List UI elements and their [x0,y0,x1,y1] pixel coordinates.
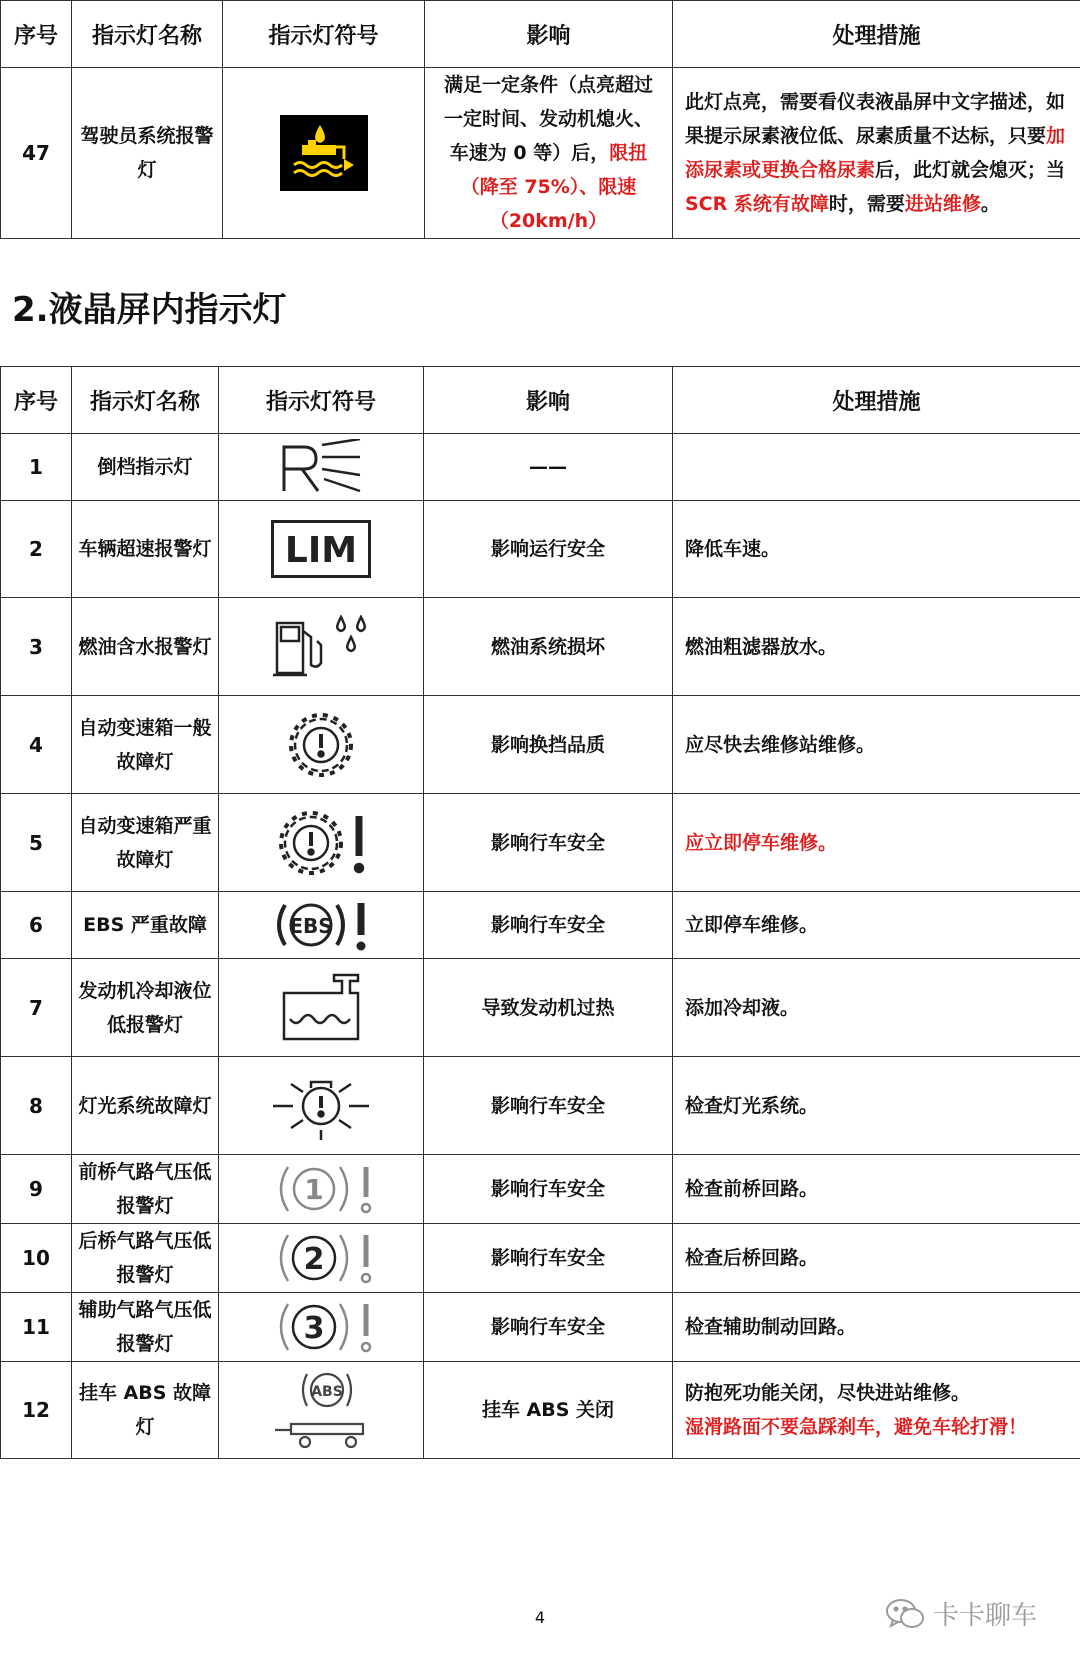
row-effect: 影响运行安全 [424,501,673,598]
effect-text-red: 限扭（降至 75%）、限速（20km/h） [460,142,648,232]
trailer-abs-icon [271,1368,371,1452]
header-num: 序号 [1,367,72,434]
row-name: 辅助气路气压低报警灯 [72,1293,219,1362]
row-num: 9 [1,1155,72,1224]
row-effect: 挂车 ABS 关闭 [424,1362,673,1459]
page-number: 4 [534,1608,546,1627]
row-name: 倒档指示灯 [72,434,219,501]
row-num: 3 [1,598,72,696]
watermark [885,1595,1037,1632]
table-header-row [1,367,1080,434]
row-symbol [223,68,425,239]
row-num: 5 [1,794,72,892]
svg-text:EBS: EBS [289,914,333,938]
effect-text: 满足一定条件（点亮超过一定时间、发动机熄火、车速为 0 等）后， [443,74,653,164]
measure-text: 防抱死功能关闭，尽快进站维修。 [685,1382,971,1404]
row-name: 车辆超速报警灯 [72,501,219,598]
header-name: 指示灯名称 [72,367,219,434]
table-row [1,794,1080,892]
svg-text:2: 2 [303,1242,325,1277]
row-measure: 燃油粗滤器放水。 [673,598,1080,696]
table-row [1,1362,1080,1459]
row-num: 47 [1,68,72,239]
watermark-text: 卡卡聊车 [933,1601,1038,1631]
table-row [1,68,1080,239]
wechat-icon [885,1597,925,1631]
gear-severe-icon [271,808,371,878]
row-effect: 影响行车安全 [424,1155,673,1224]
row-name: 自动变速箱一般故障灯 [72,696,219,794]
table-row [1,501,1080,598]
row-measure: 检查前桥回路。 [673,1155,1080,1224]
driver-system-warning-icon [280,115,368,191]
row-measure: 应立即停车维修。 [673,794,1080,892]
indicator-table-dashboard [0,0,1080,239]
gear-warning-icon [279,710,363,780]
row-symbol [219,794,424,892]
measure-text-1: 此灯点亮，需要看仪表液晶屏中文字描述，如果提示尿素液位低、尿素质量不达标，只要 [685,91,1066,147]
row-name: 前桥气路气压低报警灯 [72,1155,219,1224]
brake-circuit-3-icon [266,1298,376,1356]
row-symbol [219,1362,424,1459]
row-effect: 影响行车安全 [424,1224,673,1293]
table-row [1,434,1080,501]
row-effect: 影响换挡品质 [424,696,673,794]
measure-text-red-1: 加添尿素或更换合格尿素 [685,125,1066,181]
row-effect: 影响行车安全 [424,794,673,892]
lamp-fault-icon [269,1070,373,1142]
ebs-icon [271,897,371,953]
row-effect: 影响行车安全 [424,892,673,959]
row-measure [673,434,1080,501]
row-num: 2 [1,501,72,598]
header-num: 序号 [1,1,72,68]
measure-text-3: 时，需要 [828,193,905,215]
header-symbol: 指示灯符号 [223,1,425,68]
row-name: 灯光系统故障灯 [72,1057,219,1155]
row-symbol [219,1293,424,1362]
brake-circuit-2-icon [266,1229,376,1287]
header-name: 指示灯名称 [72,1,223,68]
table-row [1,1057,1080,1155]
row-effect: 影响行车安全 [424,1057,673,1155]
row-num: 6 [1,892,72,959]
table-row [1,1293,1080,1362]
table-row [1,1224,1080,1293]
row-symbol [219,598,424,696]
row-name: 自动变速箱严重故障灯 [72,794,219,892]
row-effect: —— [424,434,673,501]
svg-text:1: 1 [304,1173,324,1206]
row-name: EBS 严重故障 [72,892,219,959]
row-measure: 添加冷却液。 [673,959,1080,1057]
svg-text:ABS: ABS [311,1384,343,1400]
row-num: 12 [1,1362,72,1459]
header-effect: 影响 [425,1,673,68]
row-measure [673,68,1080,239]
coolant-level-icon [276,973,366,1043]
row-num: 8 [1,1057,72,1155]
row-symbol [219,434,424,501]
measure-text-2: 后，此灯就会熄灭；当 [875,159,1066,181]
svg-text:LIM: LIM [284,530,358,571]
row-num: 11 [1,1293,72,1362]
row-num: 4 [1,696,72,794]
svg-text:3: 3 [303,1311,325,1346]
row-name: 驾驶员系统报警灯 [72,68,223,239]
table-row [1,598,1080,696]
reverse-gear-icon [276,439,366,495]
fuel-water-icon [271,615,371,679]
row-effect [425,68,673,239]
row-symbol [219,1155,424,1224]
row-symbol [219,696,424,794]
row-effect: 导致发动机过热 [424,959,673,1057]
measure-text-red-3: 进站维修 [904,193,981,215]
row-name: 后桥气路气压低报警灯 [72,1224,219,1293]
table-header-row [1,1,1080,68]
measure-text-red-2: SCR 系统有故障 [685,193,829,215]
row-num: 1 [1,434,72,501]
header-measure: 处理措施 [673,1,1080,68]
row-measure: 降低车速。 [673,501,1080,598]
table-row [1,1155,1080,1224]
row-measure: 检查后桥回路。 [673,1224,1080,1293]
row-name: 挂车 ABS 故障灯 [72,1362,219,1459]
row-name: 发动机冷却液位低报警灯 [72,959,219,1057]
header-symbol: 指示灯符号 [219,367,424,434]
table-row [1,892,1080,959]
row-symbol [219,959,424,1057]
measure-warning: 湿滑路面不要急踩刹车，避免车轮打滑！ [685,1416,1028,1438]
row-effect: 影响行车安全 [424,1293,673,1362]
row-measure [673,1362,1080,1459]
brake-circuit-1-icon [266,1161,376,1217]
header-measure: 处理措施 [673,367,1080,434]
row-symbol [219,501,424,598]
header-effect: 影响 [424,367,673,434]
row-num: 7 [1,959,72,1057]
row-symbol [219,892,424,959]
lim-icon [271,520,371,578]
table-row [1,959,1080,1057]
row-symbol [219,1224,424,1293]
measure-text-4: 。 [980,193,1000,215]
row-name: 燃油含水报警灯 [72,598,219,696]
indicator-table-lcd [0,366,1080,1459]
row-effect: 燃油系统损坏 [424,598,673,696]
row-measure: 应尽快去维修站维修。 [673,696,1080,794]
table-row [1,696,1080,794]
row-measure: 检查辅助制动回路。 [673,1293,1080,1362]
row-measure: 立即停车维修。 [673,892,1080,959]
section-title: 2.液晶屏内指示灯 [12,290,287,330]
row-num: 10 [1,1224,72,1293]
row-measure: 检查灯光系统。 [673,1057,1080,1155]
row-symbol [219,1057,424,1155]
